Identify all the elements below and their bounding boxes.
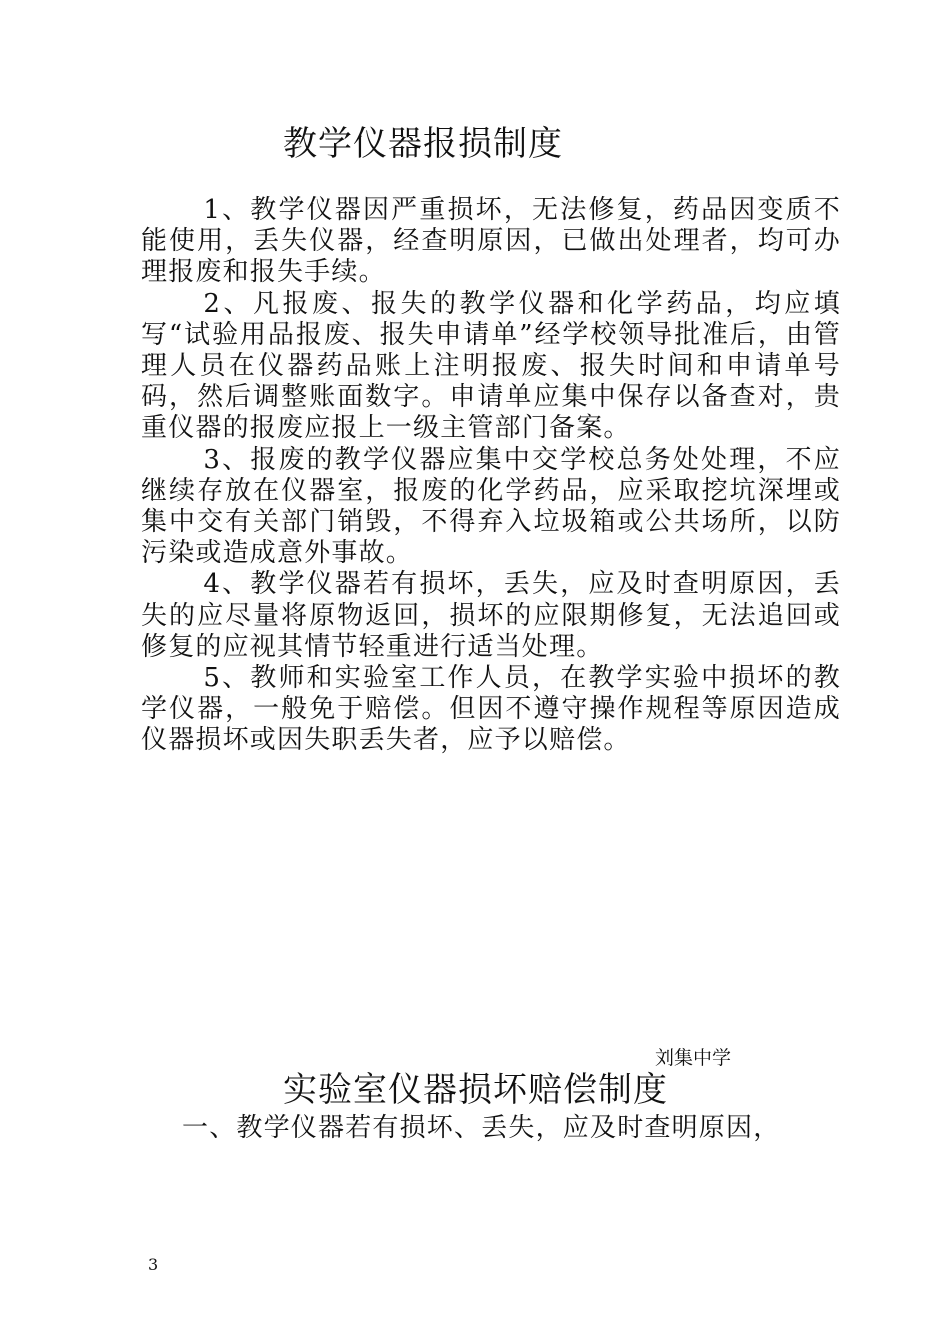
second-document-first-line: 一、教学仪器若有损坏、丢失，应及时查明原因， — [182, 1113, 781, 1143]
second-document-title: 实验室仪器损坏赔偿制度 — [283, 1070, 668, 1110]
paragraph-3: 3、报废的教学仪器应集中交学校总务处处理，不应继续存放在仪器室，报废的化学药品，应采取挖坑深埋或集中交有关部门销毁，不得弃入垃圾箱或公共场所，以防污染或造成意外事故。 — [141, 444, 841, 569]
paragraph-1: 1、教学仪器因严重损坏，无法修复，药品因变质不能使用，丢失仪器，经查明原因，已做出处理者，均可办理报废和报失手续。 — [141, 195, 841, 288]
paragraph-2: 2、凡报废、报失的教学仪器和化学药品，均应填写“试验用品报废、报失申请单”经学校领导批准后，由管理人员在仪器药品账上注明报废、报失时间和申请单号码，然后调整账面数字。申请单应集中保存以备查对，贵重仪器的报废应报上一级主管部门备案。 — [141, 288, 841, 444]
page-number: 3 — [148, 1255, 159, 1274]
regulation-body — [141, 195, 841, 757]
school-signature: 刘集中学 — [655, 1047, 732, 1069]
paragraph-4: 4、教学仪器若有损坏，丢失，应及时查明原因，丢失的应尽量将原物返回，损坏的应限期修复，无法追回或修复的应视其情节轻重进行适当处理。 — [141, 569, 841, 662]
document-title: 教学仪器报损制度 — [283, 124, 563, 164]
paragraph-5: 5、教师和实验室工作人员，在教学实验中损坏的教学仪器，一般免于赔偿。但因不遵守操作规程等原因造成仪器损坏或因失职丢失者，应予以赔偿。 — [141, 663, 841, 756]
